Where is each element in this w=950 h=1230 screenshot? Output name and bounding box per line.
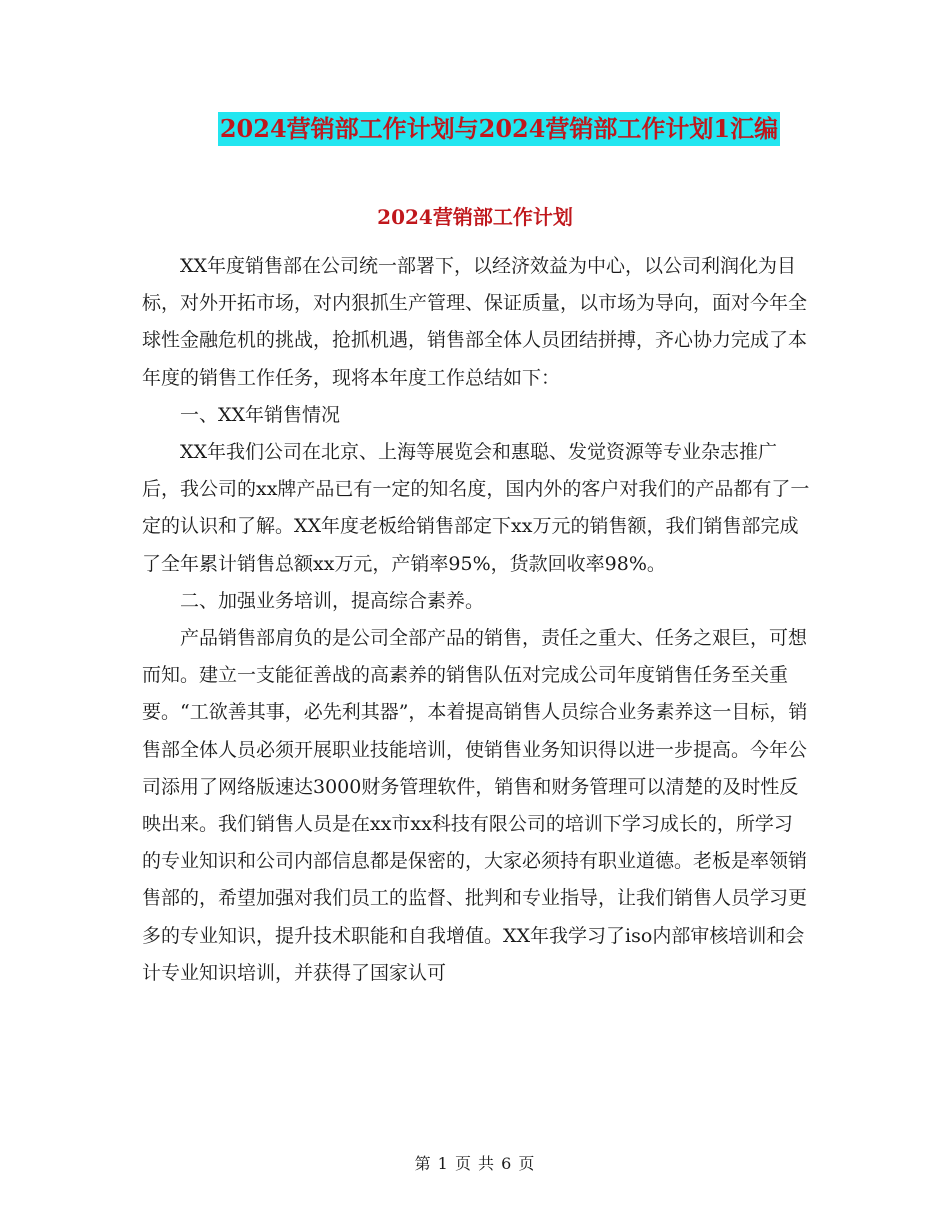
paragraph-training: 产品销售部肩负的是公司全部产品的销售，责任之重大、任务之艰巨，可想而知。建立一支能征善战的高素养的销售队伍对完成公司年度销售任务至关重要。“工欲善其事，必先利其器”，本着提高销售人员综合业务素养这一目标，销售部全体人员必须开展职业技能培训，使销售业务知识得以进一步提高。今年公司添用了网络版速达3000财务管理软件，销售和财务管理可以清楚的及时性反映出来。我们销售人员是在xx市xx科技有限公司的培训下学习成长的，所学习的专业知识和公司内部信息都是保密的，大家必须持有职业道德。老板是率领销售部的，希望加强对我们员工的监督、批判和专业指导，让我们销售人员学习更多的专业知识，提升技术职能和自我增值。XX年我学习了iso内部审核培训和会计专业知识培训，并获得了国家认可 xyxy=(142,627,808,984)
document-body xyxy=(142,248,810,992)
document-title: 2024营销部工作计划与2024营销部工作计划1汇编 xyxy=(218,112,780,146)
section-title: 2024营销部工作计划 xyxy=(377,205,573,229)
heading-training: 二、加强业务培训，提高综合素养。 xyxy=(180,589,485,612)
heading-sales-situation: 一、XX年销售情况 xyxy=(180,403,341,426)
title-container xyxy=(0,112,950,146)
paragraph-intro: XX年度销售部在公司统一部署下，以经济效益为中心，以公司利润化为目标，对外开拓市场，对内狠抓生产管理、保证质量，以市场为导向，面对今年全球性金融危机的挑战，抢抓机遇，销售部全体人员团结拼搏，齐心协力完成了本年度的销售工作任务，现将本年度工作总结如下： xyxy=(142,255,808,389)
page-footer: 第 1 页 共 6 页 xyxy=(414,1154,536,1173)
paragraph-sales-situation: XX年我们公司在北京、上海等展览会和惠聪、发觉资源等专业杂志推广后，我公司的xx牌产品已有一定的知名度，国内外的客户对我们的产品都有了一定的认识和了解。XX年度老板给销售部定下xx万元的销售额，我们销售部完成了全年累计销售总额xx万元，产销率95%，货款回收率98%。 xyxy=(142,441,810,575)
